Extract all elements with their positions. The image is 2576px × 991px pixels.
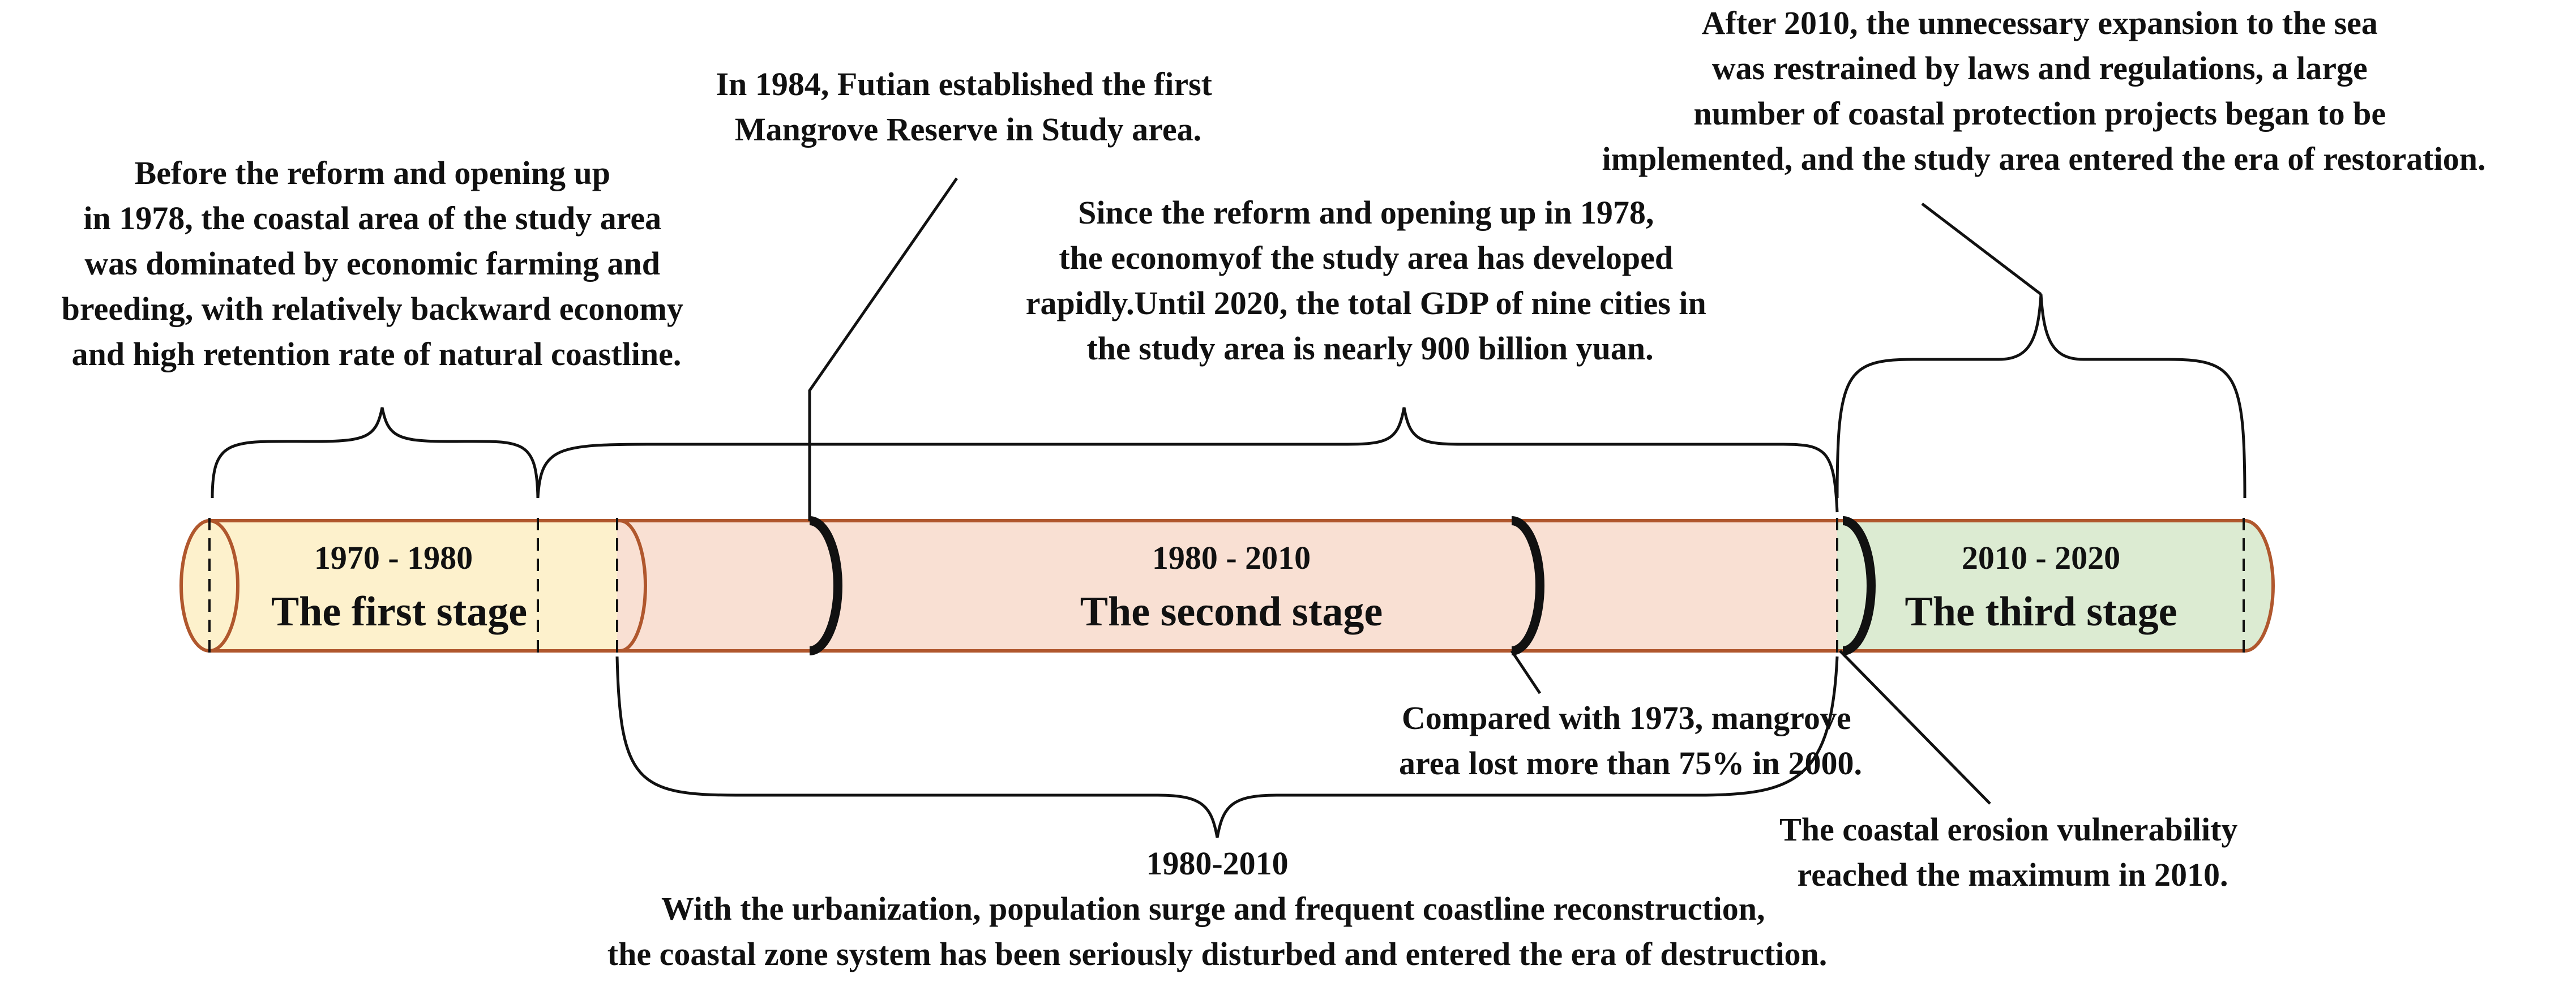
pre-reform-line: breeding, with relatively backward economy	[61, 290, 683, 327]
destruction-period-label: 1980-2010	[1146, 845, 1289, 882]
futian-reserve-line: In 1984, Futian established the first	[716, 66, 1213, 102]
destruction-annotation	[607, 890, 1827, 972]
restoration-line: After 2010, the unnecessary expansion to the sea	[1701, 5, 2378, 41]
mangrove-loss-line: Compared with 1973, mangrove	[1401, 700, 1851, 736]
reform-growth-line: Since the reform and opening up in 1978,	[1078, 194, 1654, 231]
futian-reserve-line: Mangrove Reserve in Study area.	[734, 111, 1202, 148]
reform-growth-annotation	[1026, 194, 1714, 367]
reform-growth-line: the study area is nearly 900 billion yuan.	[1086, 330, 1654, 367]
mangrove-loss-line: area lost more than 75% in 2000.	[1399, 745, 1862, 782]
brace-stage-1	[212, 407, 538, 498]
restoration-line: implemented, and the study area entered the era of restoration.	[1602, 140, 2486, 177]
stage-1-period: 1970 - 1980	[314, 539, 473, 576]
erosion-line: The coastal erosion vulnerability	[1779, 811, 2238, 848]
pre-reform-annotation	[62, 155, 692, 372]
stage-3-period: 2010 - 2020	[1961, 539, 2121, 576]
destruction-line: With the urbanization, population surge and frequent coastline reconstruction,	[661, 890, 1765, 927]
restoration-annotation	[1602, 5, 2486, 177]
futian-reserve-annotation	[716, 66, 1220, 148]
erosion-annotation	[1779, 811, 2246, 893]
pre-reform-line: in 1978, the coastal area of the study area	[83, 200, 662, 237]
pre-reform-line: and high retention rate of natural coastline.	[71, 336, 682, 372]
connector-restoration	[1922, 204, 2041, 294]
stage-3-name: The third stage	[1905, 589, 2177, 635]
restoration-line: was restrained by laws and regulations, a large	[1711, 50, 2368, 87]
connector-erosion	[1840, 651, 1990, 804]
pre-reform-line: was dominated by economic farming and	[84, 245, 661, 282]
reform-growth-line: the economyof the study area has developed	[1059, 239, 1674, 276]
stage-1-name: The first stage	[271, 589, 528, 635]
brace-third-stage	[1837, 294, 2245, 498]
brace-second-stage	[538, 407, 1837, 512]
stage-2-name: The second stage	[1080, 589, 1383, 635]
pre-reform-line: Before the reform and opening up	[134, 155, 610, 191]
destruction-line: the coastal zone system has been seriously disturbed and entered the era of destruction.	[607, 936, 1828, 972]
stage-2-period: 1980 - 2010	[1152, 539, 1311, 576]
restoration-line: number of coastal protection projects began to be	[1693, 95, 2386, 132]
mangrove-loss-annotation	[1399, 700, 1862, 782]
connector-mangrove-loss	[1512, 651, 1540, 693]
reform-growth-line: rapidly.Until 2020, the total GDP of nine cities in	[1025, 285, 1706, 321]
connector-futian-1984	[810, 178, 957, 521]
erosion-line: reached the maximum in 2010.	[1797, 856, 2228, 893]
